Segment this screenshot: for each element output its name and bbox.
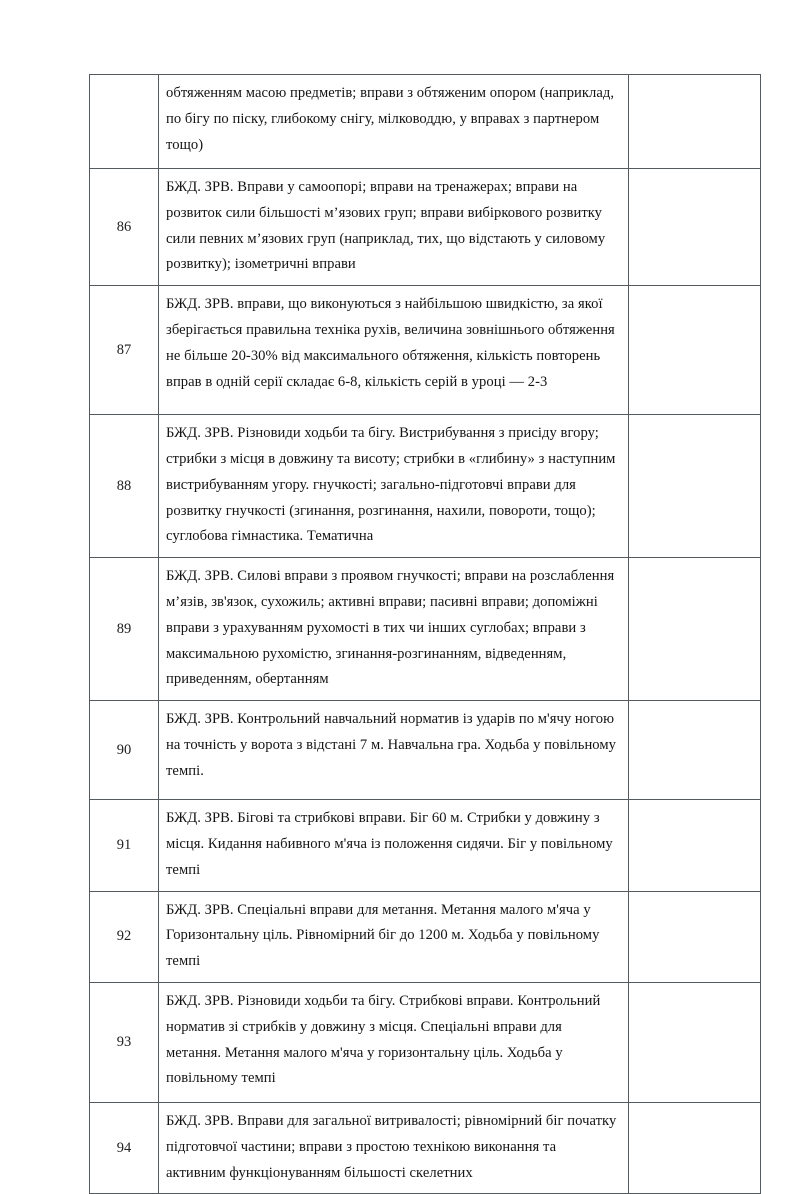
lesson-content-cell [159,286,629,415]
table-row [90,800,761,891]
notes-cell [629,701,761,800]
lesson-content-cell [159,891,629,982]
lesson-content-cell [159,1102,629,1193]
lesson-number-cell: 86 [90,169,159,286]
table-row [90,75,761,169]
lesson-content-text: БЖД. ЗРВ. Контрольний навчальний норматив із ударів по м'ячу ногою на точність у ворота з відстані 7 м. Навчальна гра. Ходьба у повільному темпі. [166,711,617,779]
table-row [90,286,761,415]
lesson-content-text: БЖД. ЗРВ. Вправи у самоопорі; вправи на тренажерах; вправи на розвиток сили більшості м’язових груп; вправи вибіркового розвитку сили певних м’язових груп (наприклад, тих, що відстають у силовому розвитку); ізометричні вправи [166,179,606,273]
table-body [90,75,761,1194]
lesson-number-cell: 90 [90,701,159,800]
notes-cell [629,558,761,701]
lesson-content-text: БЖД. ЗРВ. Різновиди ходьби та бігу. Вистрибування з присіду вгору; стрибки з місця в довжину та висоту; стрибки в «глибину» з наступним вистрибуванням угору. гнучкості; загально-підготовчі вправи для розвитку гнучкості (згинання, розгинання, нахили, повороти, тощо); суглобова гімнастика. Тематична [166,425,616,545]
notes-cell [629,891,761,982]
lesson-content-text: БЖД. ЗРВ. Бігові та стрибкові вправи. Біг 60 м. Стрибки у довжину з місця. Кидання набивного м'яча із положення сидячи. Біг у повільному темпі [166,810,613,878]
notes-cell [629,800,761,891]
lesson-content-text: БЖД. ЗРВ. вправи, що виконуються з найбільшою швидкістю, за якої зберігається правильна техніка рухів, величина зовнішнього обтяження не більше 20-30% від максимального обтяження, кількість повторень вправ в одній серії складає 6-8, кількість серій в уроці — 2-3 [166,296,615,390]
table-row [90,1102,761,1193]
lesson-content-cell [159,558,629,701]
lesson-number-cell: 93 [90,982,159,1102]
lesson-number-cell: 89 [90,558,159,701]
lesson-content-cell [159,169,629,286]
table-row [90,982,761,1102]
notes-cell [629,982,761,1102]
lesson-number-cell: 92 [90,891,159,982]
lesson-content-text: БЖД. ЗРВ. Силові вправи з проявом гнучкості; вправи на розслаблення м’язів, зв'язок, сухожиль; активні вправи; пасивні вправи; допоміжні вправи з урахуванням рухомості в тих чи інших суглобах; вправи з максимальною рухомістю, згинання-розгинанням, відведенням, приведенням, обертанням [166,568,615,688]
notes-cell [629,286,761,415]
table-row [90,415,761,558]
table-row [90,701,761,800]
table-row [90,558,761,701]
lesson-content-text: БЖД. ЗРВ. Різновиди ходьби та бігу. Стрибкові вправи. Контрольний норматив зі стрибків у довжину з місця. Спеціальні вправи для метання. Метання малого м'яча у горизонтальну ціль. Ходьба у повільному темпі [166,992,601,1087]
notes-cell [629,75,761,169]
lesson-content-cell [159,701,629,800]
lesson-content-cell [159,800,629,891]
table-row [90,891,761,982]
lesson-content-cell [159,982,629,1102]
table-row [90,169,761,286]
lesson-number-cell: 88 [90,415,159,558]
lesson-number-cell: 91 [90,800,159,891]
lesson-content-text: БЖД. ЗРВ. Вправи для загальної витривалості; рівномірний біг початку підготовчої частини; вправи з простою технікою виконання та активним функціонуванням більшості скелетних [166,1112,617,1181]
lesson-number-cell: 94 [90,1102,159,1193]
notes-cell [629,415,761,558]
notes-cell [629,1102,761,1193]
lesson-number-cell [90,75,159,169]
lesson-content-cell [159,75,629,169]
lesson-number-cell: 87 [90,286,159,415]
lesson-content-text: БЖД. ЗРВ. Спеціальні вправи для метання. Метання малого м'яча у Горизонтальну ціль. Рівномірний біг до 1200 м. Ходьба у повільному темпі [166,901,600,970]
lesson-plan-table [89,74,761,1194]
lesson-content-text: обтяженням масою предметів; вправи з обтяженим опором (наприклад, по бігу по піску, глибокому снігу, мілководдю, у вправах з партнером тощо) [166,85,615,153]
lesson-content-cell [159,415,629,558]
notes-cell [629,169,761,286]
